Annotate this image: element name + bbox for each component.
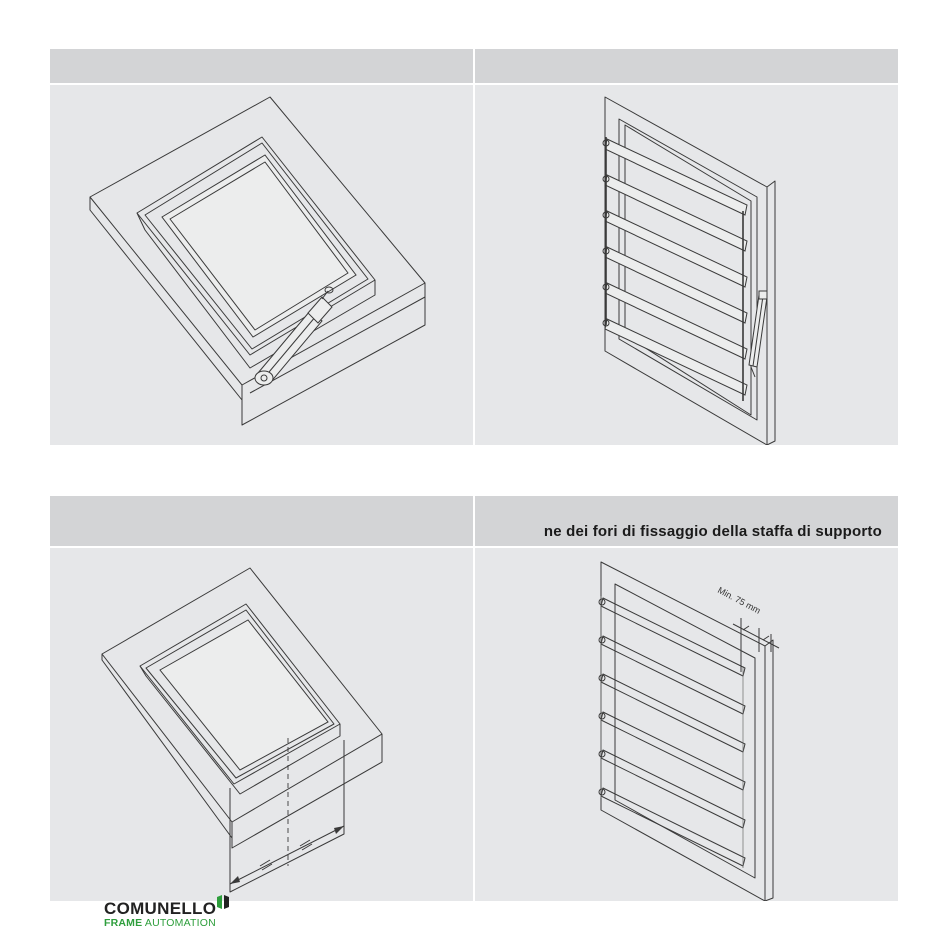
bottom-image-row bbox=[50, 548, 898, 901]
skylight-window-drawing bbox=[140, 604, 340, 794]
top-image-row bbox=[50, 85, 898, 445]
top-right-header bbox=[475, 49, 898, 83]
louvre-bracket-figure bbox=[475, 548, 898, 901]
brand-subtitle bbox=[104, 918, 231, 929]
louvre-blades-outline-drawing bbox=[599, 596, 745, 868]
bottom-figure-table bbox=[50, 496, 898, 901]
brand-logo bbox=[104, 900, 231, 929]
skylight-fixing-figure bbox=[50, 548, 473, 901]
brand-sub-regular: AUTOMATION bbox=[142, 917, 216, 929]
top-figure-table bbox=[50, 49, 898, 445]
top-header-row bbox=[50, 49, 898, 83]
brand-sub-bold: FRAME bbox=[104, 917, 143, 929]
window-frame-drawing bbox=[137, 137, 375, 368]
skylight-actuator-figure bbox=[50, 85, 473, 445]
louvre-frame-bottom-drawing bbox=[601, 562, 773, 901]
bottom-left-header bbox=[50, 496, 473, 546]
louvre-actuator-figure bbox=[475, 85, 898, 445]
top-left-header bbox=[50, 49, 473, 83]
dimension-label: Min. 75 mm bbox=[716, 584, 763, 616]
louvre-wall-frame-drawing bbox=[605, 97, 775, 445]
bottom-header-row bbox=[50, 496, 898, 546]
louvre-actuator-drawing bbox=[749, 291, 767, 377]
brand-name: COMUNELLO bbox=[104, 899, 217, 918]
brand-mark-icon bbox=[217, 895, 231, 909]
bottom-right-header: ne dei fori di fissaggio della staffa di supporto bbox=[475, 496, 898, 546]
